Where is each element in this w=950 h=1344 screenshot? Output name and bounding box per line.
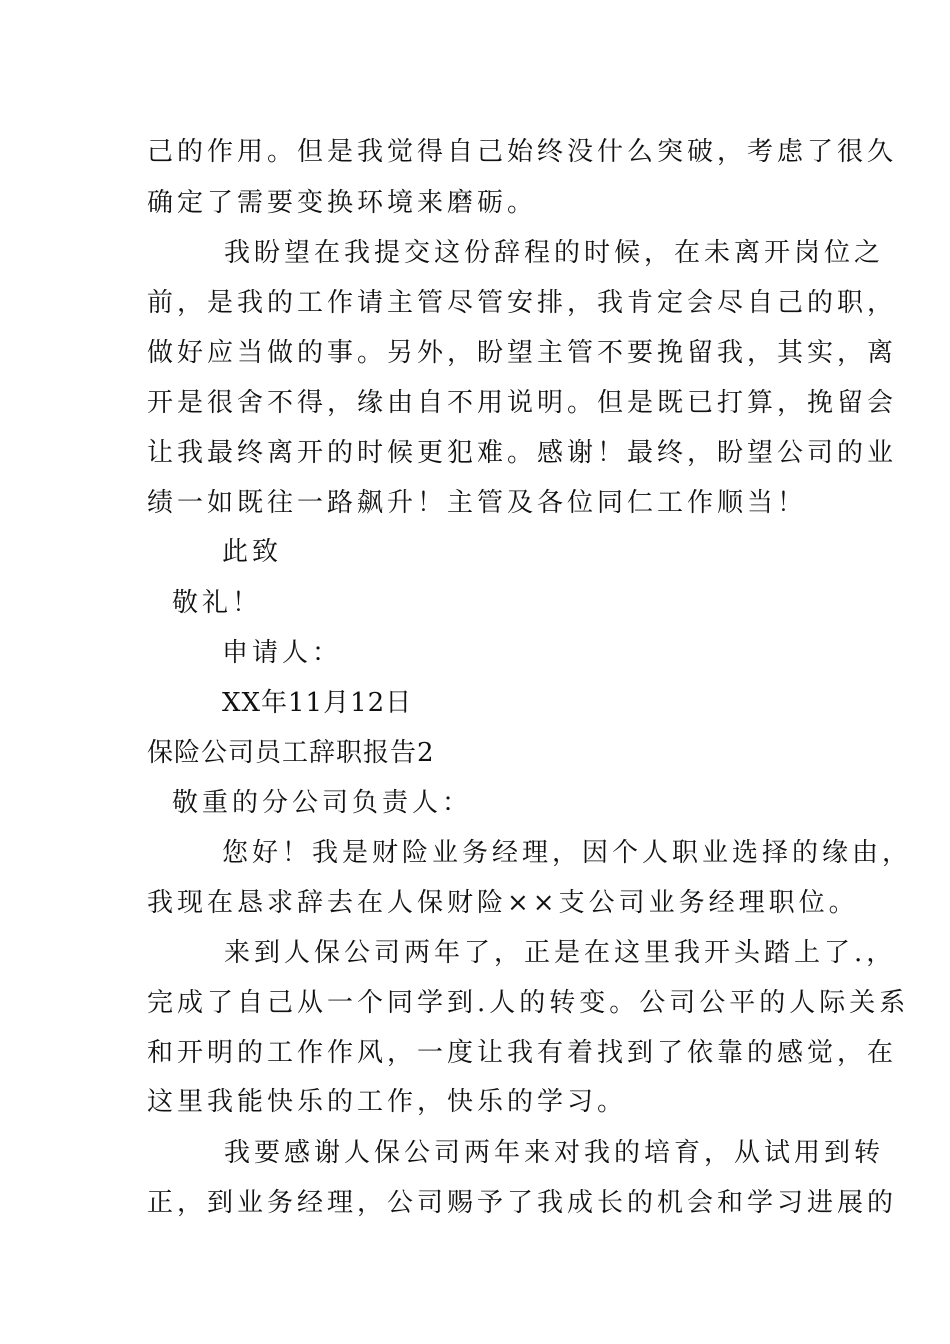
- text-line: 我盼望在我提交这份辞程的时候，在未离开岗位之: [224, 238, 885, 268]
- text-line: 这里我能快乐的工作，快乐的学习。: [147, 1087, 628, 1117]
- text-line: 我要感谢人保公司两年来对我的培育，从试用到转: [224, 1138, 885, 1168]
- text-line: 开是很舍不得，缘由自不用说明。但是既已打算，挽留会: [147, 388, 898, 418]
- text-line: 前，是我的工作请主管尽管安排，我肯定会尽自己的职，: [147, 288, 898, 318]
- closing-regards: 敬礼！: [172, 588, 263, 618]
- addressee: 敬重的分公司负责人：: [172, 788, 473, 818]
- text-line: 您好！我是财险业务经理，因个人职业选择的缘由，: [222, 838, 913, 868]
- text-line: 绩一如既往一路飙升！主管及各位同仁工作顺当！: [147, 488, 808, 518]
- text-line: 完成了自己从一个同学到.人的转变。公司公平的人际关系: [147, 988, 910, 1018]
- text-line: 来到人保公司两年了，正是在这里我开头踏上了.，: [224, 938, 897, 968]
- applicant-label: 申请人：: [222, 638, 343, 668]
- closing-salutation: 此致: [222, 537, 283, 567]
- text-line: 确定了需要变换环境来磨砺。: [147, 188, 538, 218]
- text-line: 做好应当做的事。另外，盼望主管不要挽留我，其实，离: [147, 338, 898, 368]
- text-line: 己的作用。但是我觉得自己始终没什么突破，考虑了很久: [147, 137, 898, 167]
- text-line: 正，到业务经理，公司赐予了我成长的机会和学习进展的: [147, 1188, 898, 1218]
- text-line: 我现在恳求辞去在人保财险××支公司业务经理职位。: [147, 888, 859, 918]
- text-line: 让我最终离开的时候更犯难。感谢！最终，盼望公司的业: [147, 438, 898, 468]
- text-line: 和开明的工作作风，一度让我有着找到了依靠的感觉，在: [147, 1038, 898, 1068]
- section-heading: 保险公司员工辞职报告2: [147, 738, 435, 768]
- date-line: XX年11月12日: [222, 688, 413, 718]
